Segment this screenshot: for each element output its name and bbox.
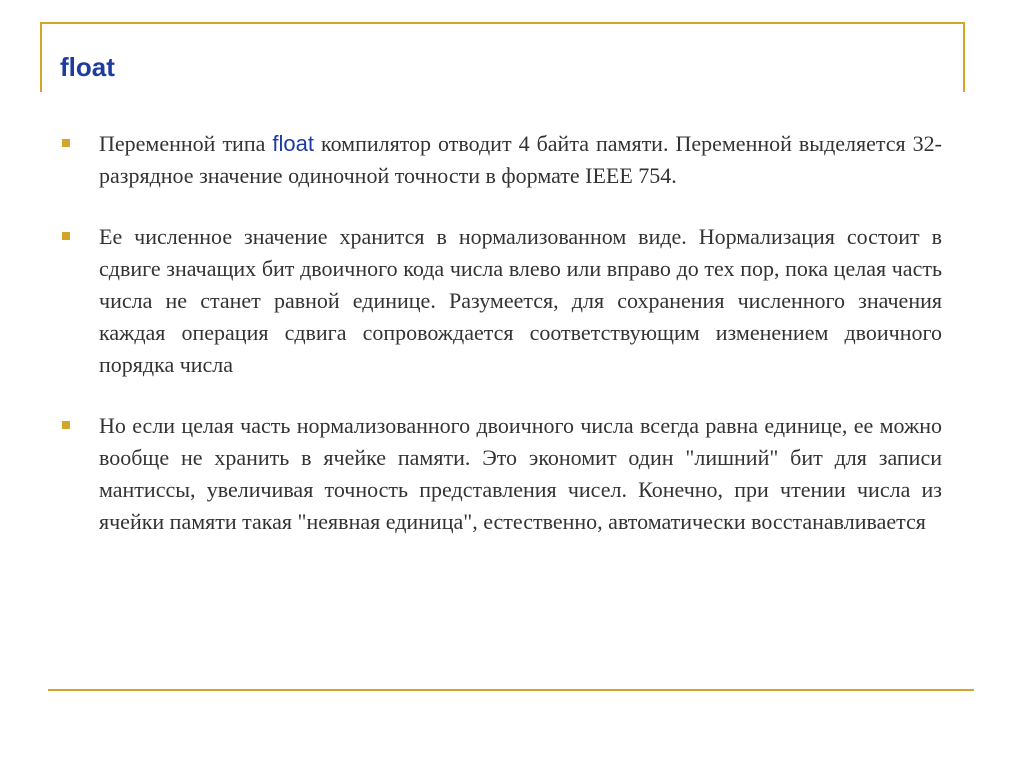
bullet-item-implicit-one xyxy=(62,410,942,538)
footer-divider xyxy=(48,689,974,691)
bullet-text-after: компилятор отводит 4 байта памяти. Переменной выделяется 32-разрядное значение одиночной точности в формате IEEE 754. xyxy=(99,131,943,188)
bullet-text xyxy=(99,128,942,192)
bullet-text: Но если целая часть нормализованного двоичного числа всегда равна единице, ее можно вообще не хранить в ячейке памяти. Это экономит один "лишний" бит для записи мантиссы, увеличивая точность представления чисел. Конечно, при чтении числа из ячейки памяти такая "неявная единица", естественно, автоматически восстанавливается xyxy=(99,413,942,534)
title-frame-top-line xyxy=(40,22,965,24)
square-bullet-icon xyxy=(62,232,70,240)
bullet-text-before: Переменной типа xyxy=(99,131,273,156)
bullet-list xyxy=(62,128,942,567)
square-bullet-icon xyxy=(62,139,70,147)
square-bullet-icon xyxy=(62,421,70,429)
bullet-item-float-size xyxy=(62,128,942,192)
bullet-text: Ее численное значение хранится в нормализованном виде. Нормализация состоит в сдвиге значащих бит двоичного кода числа влево или вправо до тех пор, пока целая часть числа не станет равной единице. Разумеется, для сохранения численного значения каждая операция сдвига сопровождается соответствующим изменением двоичного порядка числа xyxy=(99,224,942,377)
slide-title: float xyxy=(60,52,115,82)
inline-code-float: float xyxy=(272,131,314,156)
bullet-item-normalization xyxy=(62,221,942,381)
title-frame-right-line xyxy=(963,22,965,92)
title-frame-left-line xyxy=(40,22,42,92)
